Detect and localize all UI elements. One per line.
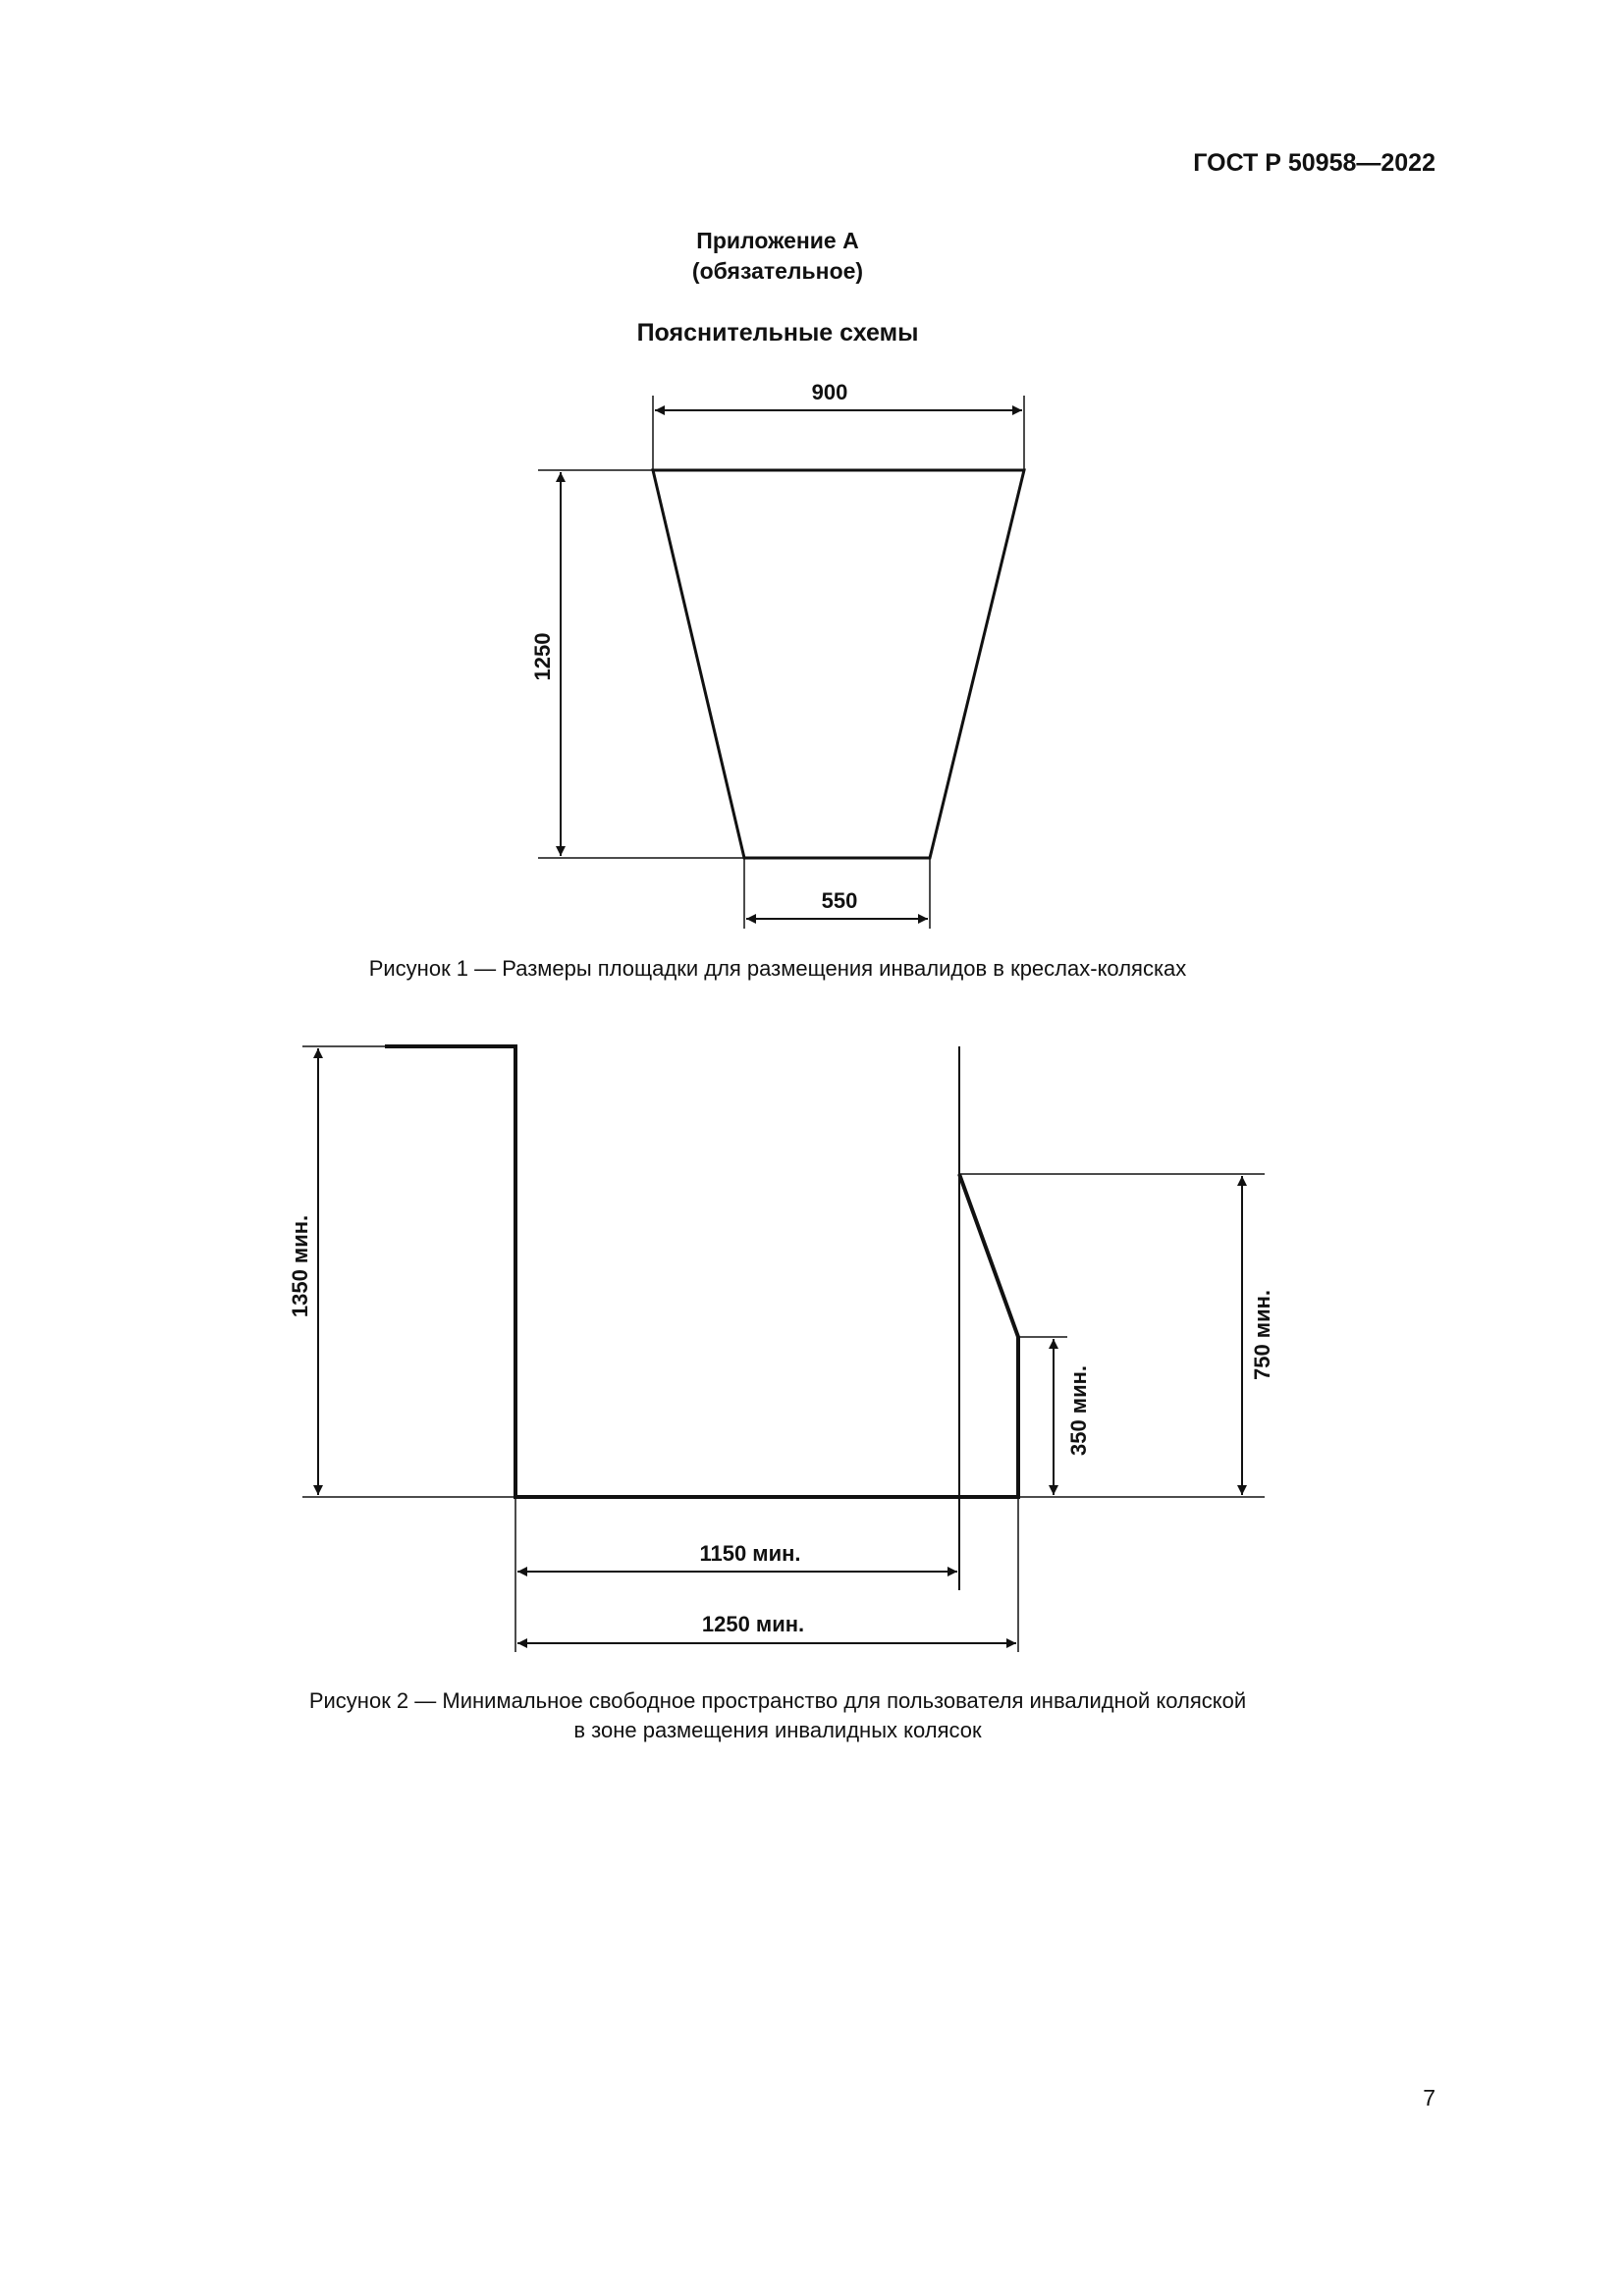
figure-1-caption: Рисунок 1 — Размеры площадки для размещения инвалидов в креслах-колясках	[368, 956, 1187, 981]
dimension-label-750: 750 мин.	[1250, 1289, 1274, 1381]
dimension-label-1250: 1250	[530, 632, 555, 681]
dimension-label-1250-min: 1250 мин.	[701, 1612, 805, 1636]
annex-status: (обязательное)	[691, 258, 864, 284]
page-number: 7	[1423, 2085, 1435, 2110]
dimension-label-900: 900	[811, 380, 848, 404]
figure-2-caption-line-2: в зоне размещения инвалидных колясок	[573, 1718, 982, 1742]
wheelchair-space-outline	[385, 1046, 1018, 1497]
figure-2-caption-line-1: Рисунок 2 — Минимальное свободное пространство для пользователя инвалидной коляской	[308, 1688, 1247, 1713]
dimension-label-1150: 1150 мин.	[699, 1541, 801, 1566]
annex-title: Приложение А	[696, 228, 859, 253]
section-title: Пояснительные схемы	[636, 319, 919, 347]
figure-2-caption	[0, 1686, 1555, 1745]
dimension-label-350: 350 мин.	[1066, 1364, 1091, 1457]
dimension-label-1350: 1350 мин.	[288, 1214, 312, 1318]
dimension-label-550: 550	[821, 888, 858, 913]
document-number-header: ГОСТ Р 50958—2022	[1193, 149, 1435, 177]
